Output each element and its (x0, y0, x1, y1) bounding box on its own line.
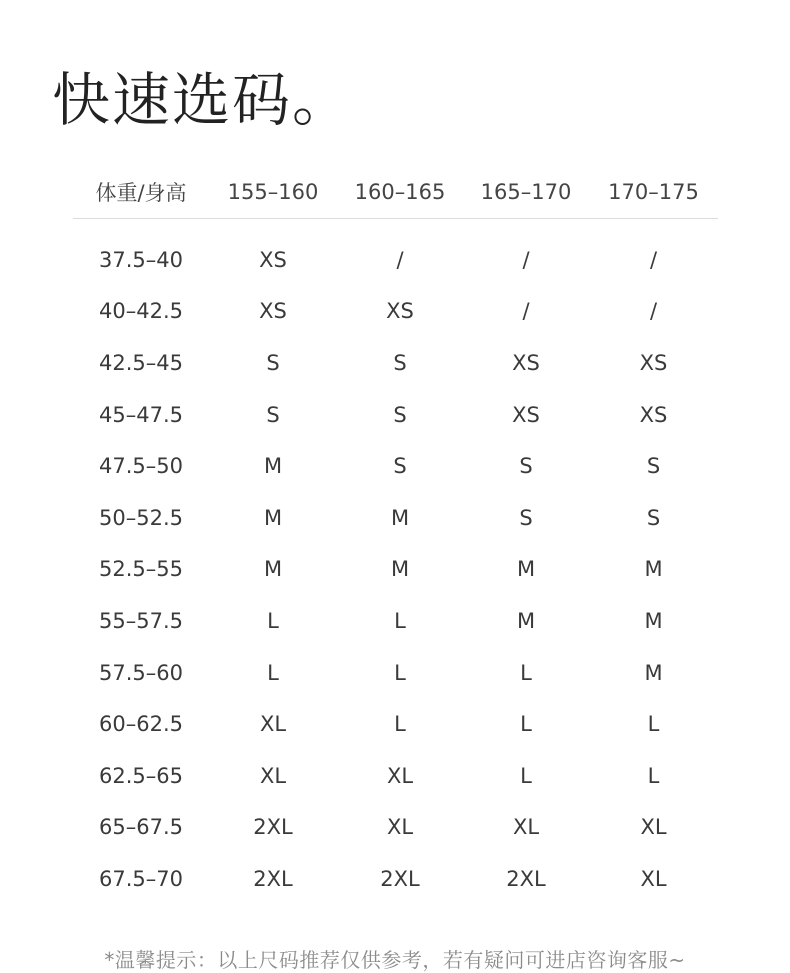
table-row (73, 337, 718, 389)
table-row (73, 647, 718, 699)
size-cell: M (516, 608, 536, 633)
size-cell: L (647, 763, 660, 788)
footnote: *温馨提示：以上尺码推荐仅供参考，若有疑问可进店咨询客服~ (104, 948, 686, 972)
size-cell: 2XL (380, 866, 420, 891)
table-row (73, 595, 718, 647)
size-cell: M (644, 557, 663, 582)
size-cell: L (520, 712, 532, 737)
table-row (73, 440, 718, 492)
size-cell: / (649, 299, 658, 324)
size-cell: XL (259, 712, 287, 737)
table-row (73, 698, 718, 750)
size-cell: / (522, 299, 530, 324)
header-height-170-175: 170–175 (608, 180, 699, 204)
weight-range-cell: 47.5–50 (99, 454, 183, 479)
size-cell: / (396, 247, 404, 272)
size-cell: XL (259, 763, 287, 788)
size-cell: M (390, 505, 410, 530)
header-height-165-170: 165–170 (480, 180, 572, 204)
table-row (73, 492, 718, 544)
page-title: 快速选码。 (52, 66, 353, 134)
table-body (73, 219, 718, 905)
weight-range-cell: 65–67.5 (99, 815, 183, 840)
size-cell: / (522, 247, 530, 272)
weight-range-cell: 62.5–65 (99, 763, 183, 788)
table-row (73, 802, 718, 854)
table-row (73, 286, 718, 338)
size-cell: 2XL (253, 815, 293, 840)
size-cell: M (390, 557, 410, 582)
table-row (73, 853, 718, 905)
size-cell: M (644, 608, 663, 633)
size-cell: M (263, 505, 283, 530)
size-cell: S (266, 402, 280, 427)
weight-range-cell: 50–52.5 (99, 505, 183, 530)
size-cell: XL (386, 815, 414, 840)
size-cell: XL (512, 815, 540, 840)
size-cell: M (263, 557, 283, 582)
size-chart-table (73, 166, 718, 905)
size-cell: L (520, 763, 532, 788)
table-row (73, 750, 718, 802)
size-cell: S (519, 505, 533, 530)
size-cell: XL (640, 866, 667, 891)
header-height-160-165: 160–165 (354, 180, 446, 204)
size-cell: M (263, 454, 283, 479)
size-cell: L (520, 660, 532, 685)
size-cell: S (519, 454, 533, 479)
size-cell: L (394, 608, 406, 633)
size-cell: 2XL (506, 866, 546, 891)
size-cell: S (646, 454, 661, 479)
size-cell: L (267, 660, 279, 685)
weight-range-cell: 57.5–60 (99, 660, 183, 685)
weight-range-cell: 55–57.5 (99, 608, 183, 633)
table-row (73, 389, 718, 441)
weight-range-cell: 67.5–70 (99, 866, 183, 891)
size-cell: S (393, 402, 407, 427)
size-cell: XL (640, 815, 667, 840)
size-cell: L (394, 660, 406, 685)
size-cell: L (647, 712, 660, 737)
size-cell: M (644, 660, 663, 685)
weight-range-cell: 60–62.5 (99, 712, 183, 737)
weight-range-cell: 37.5–40 (99, 247, 183, 272)
weight-range-cell: 42.5–45 (99, 350, 183, 375)
size-cell: S (393, 350, 407, 375)
size-cell: XS (259, 299, 287, 324)
size-cell: / (649, 247, 658, 272)
size-cell: S (266, 350, 280, 375)
header-height-155-160: 155–160 (227, 180, 319, 204)
size-cell: XS (512, 402, 540, 427)
table-row (73, 544, 718, 596)
size-cell: M (516, 557, 536, 582)
size-cell: XS (259, 247, 287, 272)
size-cell: S (646, 505, 661, 530)
size-cell: S (393, 454, 407, 479)
table-header-row (73, 166, 718, 219)
size-cell: L (394, 712, 406, 737)
size-cell: L (267, 608, 279, 633)
table-row (73, 234, 718, 286)
weight-range-cell: 52.5–55 (99, 557, 183, 582)
size-cell: XS (512, 350, 540, 375)
size-cell: XL (386, 763, 414, 788)
weight-range-cell: 45–47.5 (99, 402, 183, 427)
size-cell: XS (386, 299, 414, 324)
header-weight-height: 体重/身高 (95, 181, 187, 205)
size-cell: XS (639, 350, 668, 375)
weight-range-cell: 40–42.5 (99, 299, 183, 324)
size-cell: XS (639, 402, 668, 427)
size-cell: 2XL (253, 866, 293, 891)
